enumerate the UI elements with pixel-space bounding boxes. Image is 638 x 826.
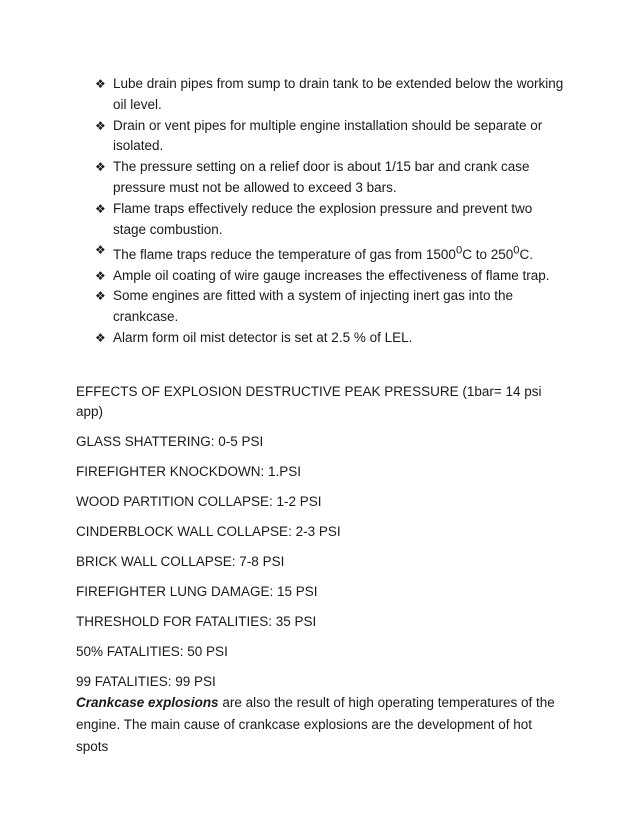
effect-line: CINDERBLOCK WALL COLLAPSE: 2-3 PSI <box>76 524 341 539</box>
effect-line: 99 FATALITIES: 99 PSI <box>76 674 216 689</box>
diamond-star-bullet-icon: ❖ <box>95 160 106 175</box>
superscript: 0 <box>513 244 520 257</box>
effects-section <box>76 382 566 702</box>
bullet-text: Some engines are fitted with a system of injecting inert gas into the crankcase. <box>113 288 513 325</box>
effect-line: THRESHOLD FOR FATALITIES: 35 PSI <box>76 614 317 629</box>
bullet-text: Ample oil coating of wire gauge increases the effectiveness of flame trap. <box>113 267 550 283</box>
bullet-text-part: C to 250 <box>462 246 514 262</box>
bullet-item <box>95 199 565 241</box>
bullet-list <box>95 74 565 349</box>
bullet-item <box>95 266 565 287</box>
diamond-star-bullet-icon: ❖ <box>95 289 106 304</box>
diamond-star-bullet-icon: ❖ <box>95 77 106 91</box>
bullet-item <box>95 74 565 116</box>
effect-line: FIREFIGHTER KNOCKDOWN: 1.PSI <box>76 464 302 479</box>
diamond-star-bullet-icon: ❖ <box>95 331 106 346</box>
diamond-star-bullet-icon: ❖ <box>95 243 106 258</box>
effect-line: BRICK WALL COLLAPSE: 7-8 PSI <box>76 554 285 569</box>
bullet-item <box>95 286 565 328</box>
bullet-item <box>95 240 565 265</box>
diamond-star-bullet-icon: ❖ <box>95 118 106 133</box>
bullet-text: The pressure setting on a relief door is about 1/15 bar and crank case pressure must not be allowed to exceed 3 bars. <box>113 159 530 195</box>
effect-line: GLASS SHATTERING: 0-5 PSI <box>76 434 264 449</box>
paragraph-emphasis: Crankcase explosions <box>76 695 219 710</box>
bullet-text: Alarm form oil mist detector is set at 2.5 % of LEL. <box>113 330 413 346</box>
effects-heading: EFFECTS OF EXPLOSION DESTRUCTIVE PEAK PRESSURE (1bar= 14 psi app) <box>76 384 542 419</box>
bullet-text-part: C. <box>519 246 534 262</box>
effect-line: 50% FATALITIES: 50 PSI <box>76 644 228 659</box>
bullet-item <box>95 328 565 349</box>
bullet-text <box>113 244 534 262</box>
body-paragraph <box>76 692 566 758</box>
bullet-text-part: The flame traps reduce the temperature of gas from 1500 <box>113 246 456 262</box>
bullet-text: Drain or vent pipes for multiple engine installation should be separate or isolated. <box>113 117 543 154</box>
effect-line: WOOD PARTITION COLLAPSE: 1-2 PSI <box>76 494 322 509</box>
superscript: 0 <box>455 244 463 257</box>
effect-line: FIREFIGHTER LUNG DAMAGE: 15 PSI <box>76 584 318 599</box>
bullet-text: Lube drain pipes from sump to drain tank to be extended below the working oil level. <box>113 76 564 112</box>
bullet-item <box>95 116 565 158</box>
bullet-text: Flame traps effectively reduce the explosion pressure and prevent two stage combustion. <box>113 200 533 237</box>
paragraph-text: are also the result of high operating temperatures of the engine. The main cause of crankcase explosions are the development of hot spots <box>76 695 555 754</box>
bullet-item <box>95 157 565 199</box>
diamond-star-bullet-icon: ❖ <box>95 201 106 216</box>
diamond-star-bullet-icon: ❖ <box>95 268 106 283</box>
